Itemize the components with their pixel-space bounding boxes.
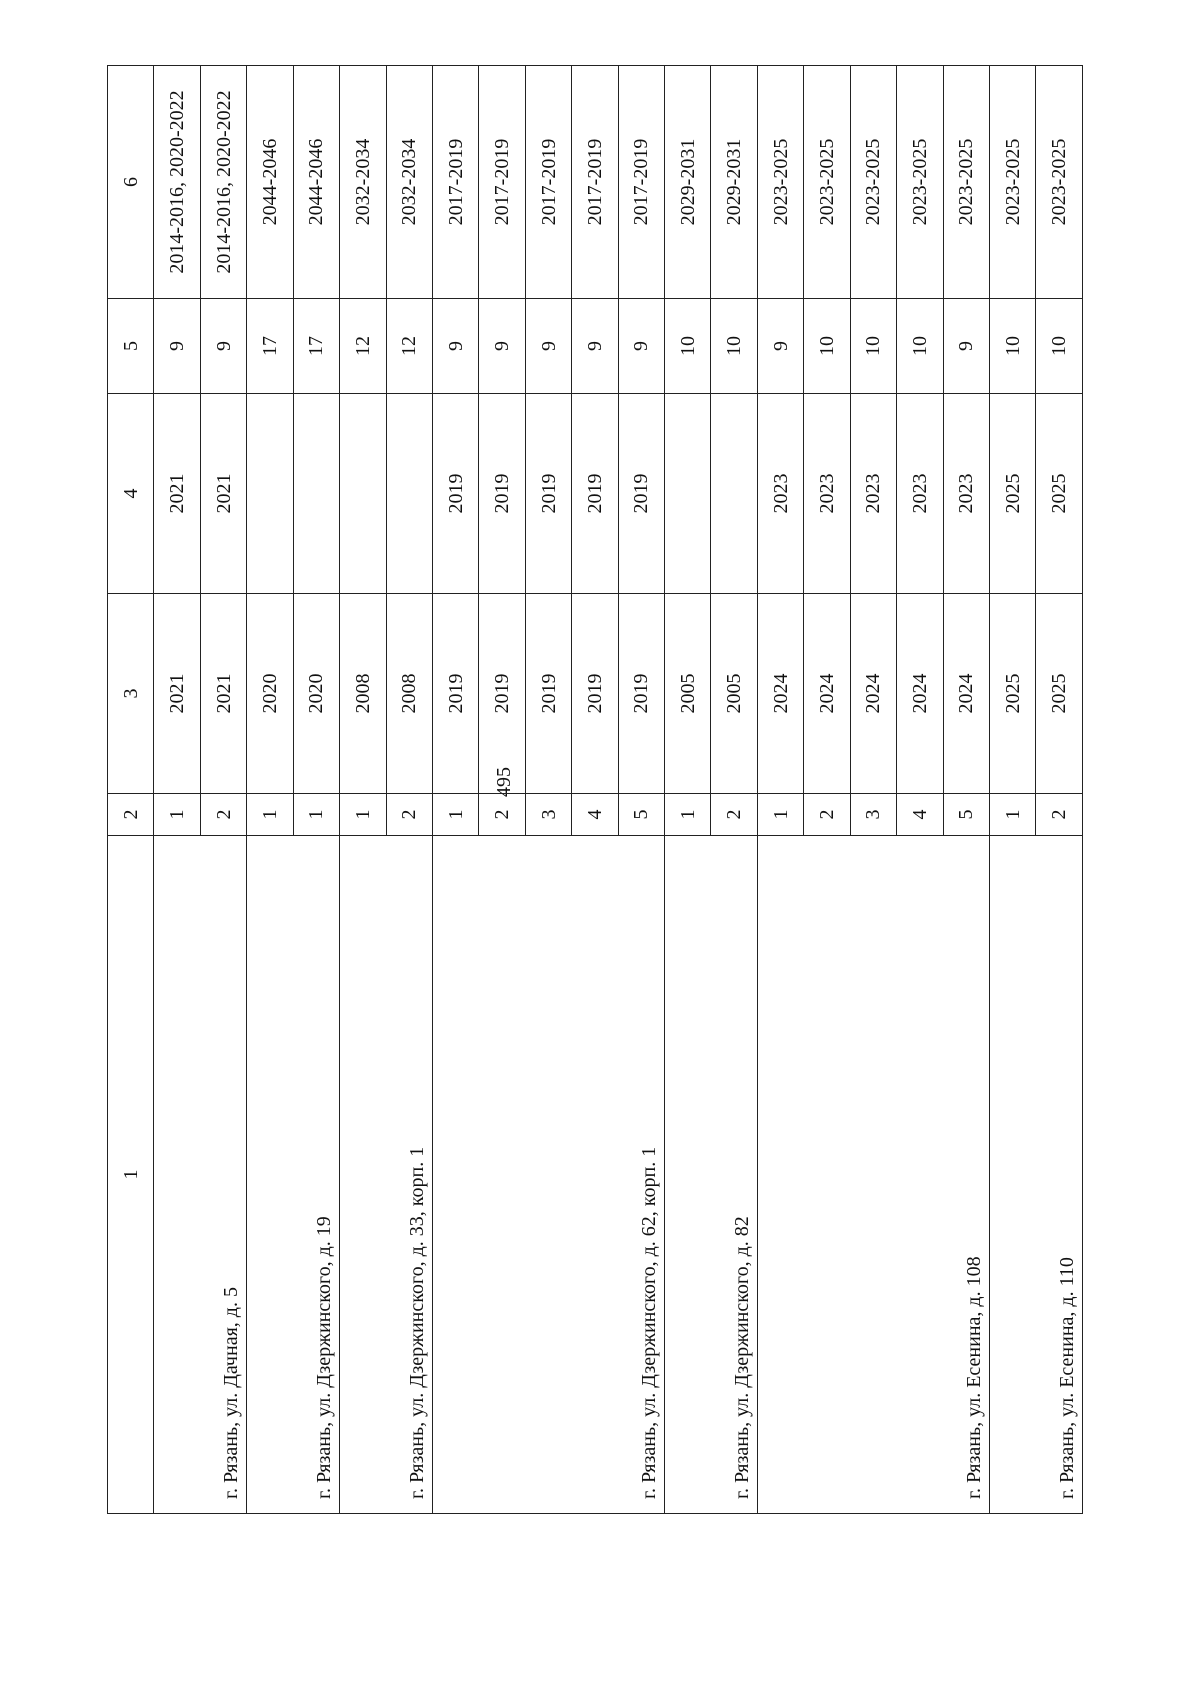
cell-c5: 10 <box>990 299 1036 394</box>
cell-c5: 17 <box>247 299 293 394</box>
table-row <box>757 66 803 1514</box>
cell-c4: 2025 <box>990 394 1036 594</box>
header-cell-col-6: 6 <box>108 66 154 299</box>
cell-c4: 2023 <box>897 394 943 594</box>
table-row <box>154 66 200 1514</box>
cell-c6: 2023-2025 <box>990 66 1036 299</box>
cell-c6: 2029-2031 <box>711 66 757 299</box>
cell-c5: 12 <box>386 299 432 394</box>
cell-c2: 1 <box>665 794 711 836</box>
table-row <box>990 66 1036 1514</box>
cell-c6: 2014-2016, 2020-2022 <box>200 66 246 299</box>
cell-c3: 2021 <box>154 594 200 794</box>
cell-c5: 10 <box>850 299 896 394</box>
cell-c3: 2025 <box>990 594 1036 794</box>
cell-c5: 9 <box>943 299 989 394</box>
cell-c5: 9 <box>154 299 200 394</box>
cell-c2: 1 <box>154 794 200 836</box>
header-cell-col-2: 2 <box>108 794 154 836</box>
cell-c3: 2008 <box>386 594 432 794</box>
cell-c6: 2023-2025 <box>804 66 850 299</box>
cell-c4: 2023 <box>757 394 803 594</box>
cell-c2: 1 <box>757 794 803 836</box>
cell-c4: 2025 <box>1036 394 1083 594</box>
cell-c6: 2029-2031 <box>665 66 711 299</box>
cell-c5: 10 <box>665 299 711 394</box>
cell-c6: 2023-2025 <box>897 66 943 299</box>
header-cell-col-4: 4 <box>108 394 154 594</box>
cell-c3: 2024 <box>757 594 803 794</box>
cell-c2: 2 <box>711 794 757 836</box>
cell-c2: 1 <box>340 794 386 836</box>
cell-c6: 2032-2034 <box>386 66 432 299</box>
cell-c4 <box>665 394 711 594</box>
cell-c4: 2019 <box>432 394 478 594</box>
cell-c3: 2020 <box>247 594 293 794</box>
cell-c4: 2019 <box>618 394 664 594</box>
cell-c2: 5 <box>618 794 664 836</box>
cell-c4: 2021 <box>200 394 246 594</box>
address-cell: г. Рязань, ул. Дачная, д. 5 <box>154 836 247 1514</box>
cell-c3: 2024 <box>897 594 943 794</box>
table-row <box>432 66 478 1514</box>
table-row <box>340 66 386 1514</box>
cell-c5: 9 <box>200 299 246 394</box>
cell-c5: 9 <box>618 299 664 394</box>
address-cell: г. Рязань, ул. Дзержинского, д. 62, корп. 1 <box>432 836 664 1514</box>
rotated-table-wrapper <box>107 66 1083 1514</box>
cell-c3: 2019 <box>618 594 664 794</box>
cell-c5: 9 <box>572 299 618 394</box>
header-cell-col-5: 5 <box>108 299 154 394</box>
table-row <box>665 66 711 1514</box>
cell-c5: 17 <box>293 299 339 394</box>
cell-c5: 10 <box>1036 299 1083 394</box>
cell-c2: 2 <box>386 794 432 836</box>
cell-c3: 2005 <box>711 594 757 794</box>
cell-c4: 2019 <box>525 394 571 594</box>
address-cell: г. Рязань, ул. Дзержинского, д. 19 <box>247 836 340 1514</box>
cell-c4 <box>247 394 293 594</box>
cell-c5: 9 <box>432 299 478 394</box>
cell-c3: 2024 <box>850 594 896 794</box>
cell-c2: 1 <box>293 794 339 836</box>
schedule-table <box>107 65 1083 1514</box>
cell-c6: 2014-2016, 2020-2022 <box>154 66 200 299</box>
cell-c6: 2023-2025 <box>850 66 896 299</box>
address-cell: г. Рязань, ул. Дзержинского, д. 82 <box>665 836 758 1514</box>
cell-c4: 2019 <box>572 394 618 594</box>
header-cell-col-1: 1 <box>108 836 154 1514</box>
cell-c5: 9 <box>525 299 571 394</box>
cell-c6: 2017-2019 <box>618 66 664 299</box>
cell-c2: 2 <box>804 794 850 836</box>
cell-c6: 2023-2025 <box>757 66 803 299</box>
cell-c2: 3 <box>850 794 896 836</box>
cell-c4 <box>293 394 339 594</box>
cell-c6: 2017-2019 <box>525 66 571 299</box>
address-cell: г. Рязань, ул. Есенина, д. 108 <box>757 836 989 1514</box>
cell-c5: 10 <box>804 299 850 394</box>
cell-c3: 2019 <box>572 594 618 794</box>
cell-c3: 2025 <box>1036 594 1083 794</box>
cell-c2: 3 <box>525 794 571 836</box>
cell-c2: 4 <box>572 794 618 836</box>
address-cell: г. Рязань, ул. Дзержинского, д. 33, корп. 1 <box>340 836 433 1514</box>
cell-c6: 2017-2019 <box>479 66 525 299</box>
header-cell-col-3: 3 <box>108 594 154 794</box>
cell-c4: 2023 <box>804 394 850 594</box>
cell-c2: 2 <box>200 794 246 836</box>
cell-c5: 9 <box>757 299 803 394</box>
cell-c5: 12 <box>340 299 386 394</box>
cell-c4: 2019 <box>479 394 525 594</box>
cell-c4 <box>340 394 386 594</box>
address-cell: г. Рязань, ул. Есенина, д. 110 <box>990 836 1083 1514</box>
cell-c2: 1 <box>247 794 293 836</box>
cell-c3: 2019 <box>432 594 478 794</box>
cell-c5: 10 <box>897 299 943 394</box>
page-number: 495 <box>493 767 515 797</box>
cell-c6: 2023-2025 <box>1036 66 1083 299</box>
cell-c2: 1 <box>432 794 478 836</box>
cell-c2: 2 <box>1036 794 1083 836</box>
schedule-table-body <box>108 66 1083 1514</box>
cell-c6: 2017-2019 <box>572 66 618 299</box>
cell-c4: 2023 <box>943 394 989 594</box>
cell-c6: 2023-2025 <box>943 66 989 299</box>
cell-c5: 10 <box>711 299 757 394</box>
table-header-row <box>108 66 154 1514</box>
table-row <box>247 66 293 1514</box>
cell-c4: 2023 <box>850 394 896 594</box>
cell-c3: 2019 <box>525 594 571 794</box>
cell-c6: 2044-2046 <box>293 66 339 299</box>
cell-c3: 2005 <box>665 594 711 794</box>
cell-c2: 5 <box>943 794 989 836</box>
cell-c2: 1 <box>990 794 1036 836</box>
cell-c3: 2024 <box>943 594 989 794</box>
cell-c4: 2021 <box>154 394 200 594</box>
cell-c3: 2024 <box>804 594 850 794</box>
cell-c6: 2032-2034 <box>340 66 386 299</box>
cell-c5: 9 <box>479 299 525 394</box>
cell-c3: 2019 <box>479 594 525 794</box>
cell-c2: 2 <box>479 794 525 836</box>
cell-c6: 2044-2046 <box>247 66 293 299</box>
cell-c4 <box>711 394 757 594</box>
cell-c4 <box>386 394 432 594</box>
cell-c3: 2008 <box>340 594 386 794</box>
cell-c3: 2020 <box>293 594 339 794</box>
cell-c6: 2017-2019 <box>432 66 478 299</box>
cell-c3: 2021 <box>200 594 246 794</box>
cell-c2: 4 <box>897 794 943 836</box>
